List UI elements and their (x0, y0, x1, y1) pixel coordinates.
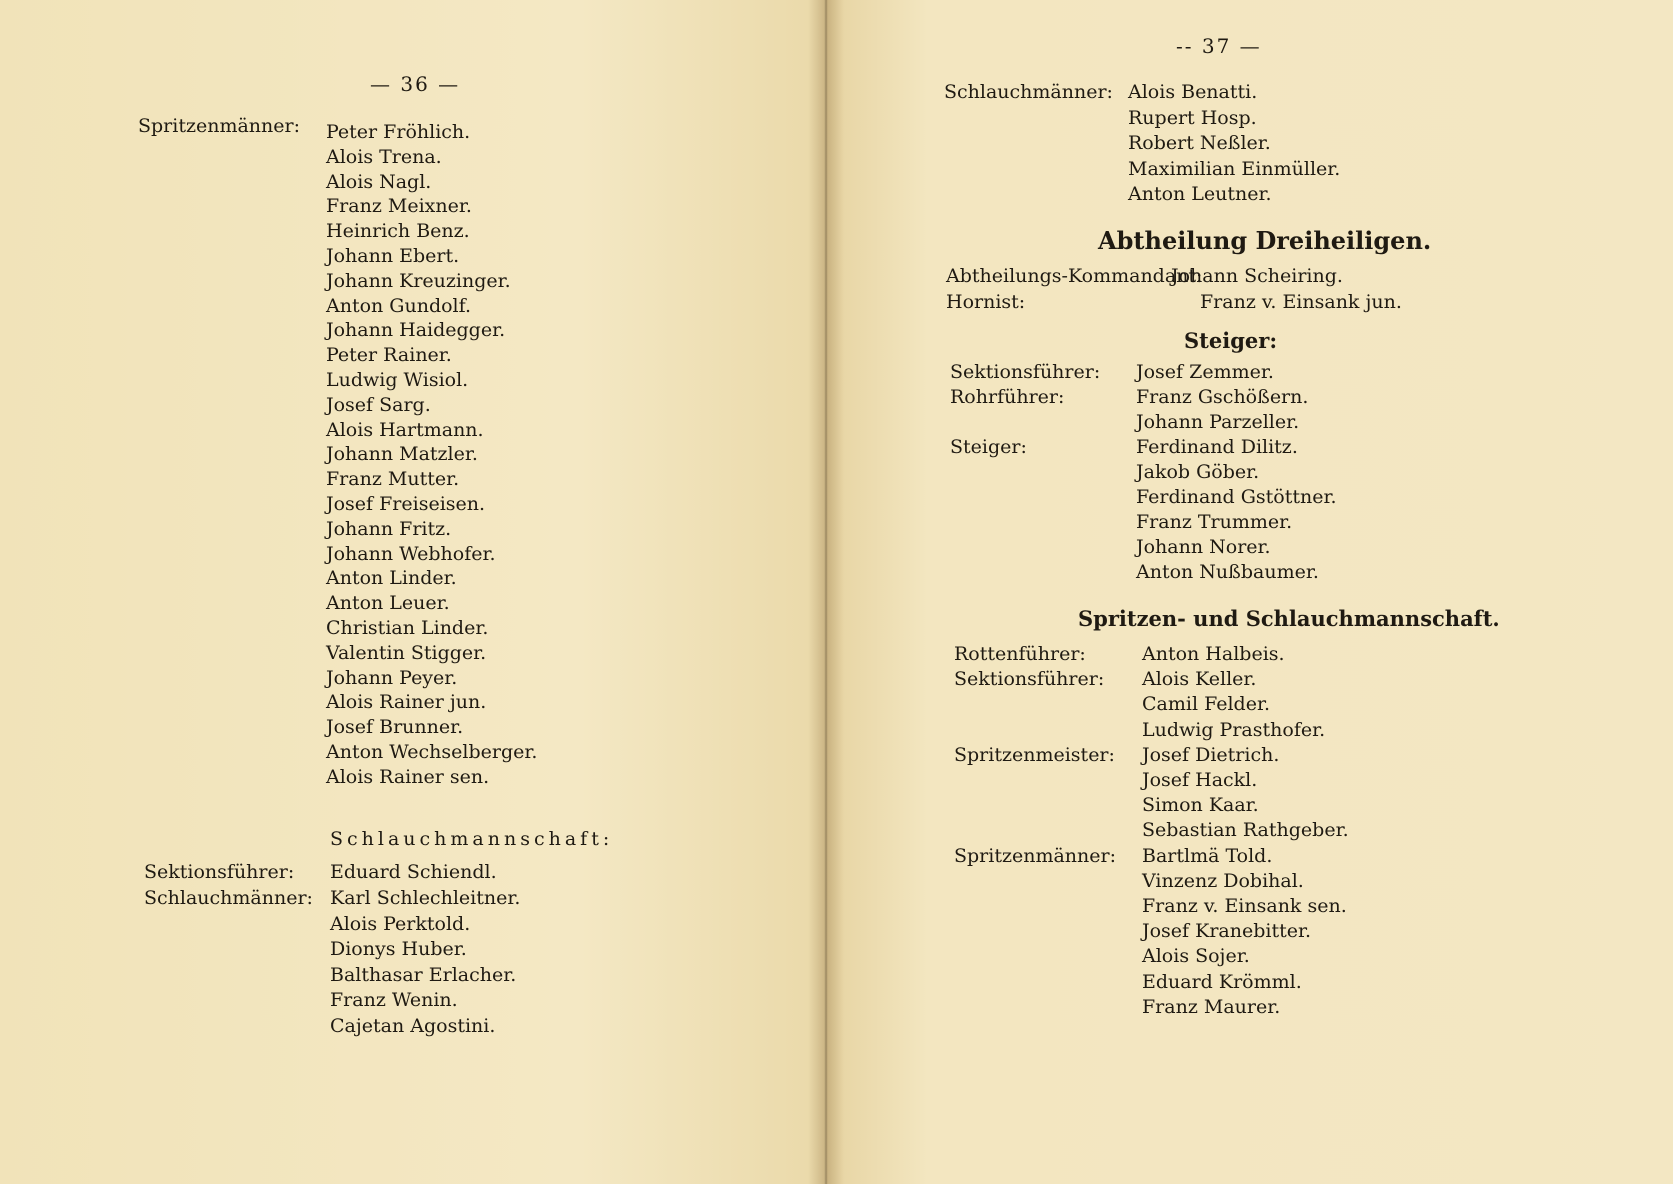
schlauchmaenner-label: Schlauchmänner: (144, 887, 313, 909)
steiger-heading: Steiger: (1184, 328, 1278, 353)
schlauchmaenner-label: Schlauchmänner: (944, 81, 1113, 103)
role-label: Spritzenmänner: (954, 844, 1117, 867)
list-item: Dionys Huber. (330, 938, 467, 960)
list-item: Ludwig Prasthofer. (1142, 718, 1326, 741)
hornist-name: Franz v. Einsank jun. (1200, 291, 1402, 313)
role-label: Sektionsführer: (950, 361, 1101, 383)
list-item: Ferdinand Gstöttner. (1136, 486, 1337, 508)
list-item: Johann Norer. (1136, 536, 1271, 558)
list-item: Johann Peyer. (326, 666, 458, 689)
list-item: Josef Zemmer. (1136, 361, 1274, 383)
list-item: Josef Freiseisen. (326, 493, 486, 515)
list-item: Ferdinand Dilitz. (1136, 436, 1298, 458)
list-item: Balthasar Erlacher. (330, 963, 517, 986)
list-item: Robert Neßler. (1128, 132, 1271, 154)
role-label: Spritzenmeister: (954, 743, 1115, 766)
list-item: Vinzenz Dobihal. (1142, 869, 1304, 892)
list-item: Sebastian Rathgeber. (1142, 819, 1349, 842)
book-gutter (808, 0, 844, 1184)
list-item: Jakob Göber. (1136, 461, 1260, 483)
list-item: Cajetan Agostini. (330, 1014, 496, 1037)
page-number: -- 37 — (1176, 34, 1262, 58)
list-item: Alois Trena. (326, 145, 442, 168)
list-item: Alois Rainer sen. (326, 765, 490, 788)
list-item: Alois Benatti. (1128, 81, 1258, 103)
list-item: Franz Maurer. (1142, 995, 1281, 1018)
list-item: Alois Keller. (1142, 668, 1257, 691)
kommandant-name: Johann Scheiring. (1171, 265, 1343, 287)
list-item: Maximilian Einmüller. (1128, 157, 1341, 180)
list-item: Heinrich Benz. (326, 220, 470, 243)
list-item: Josef Kranebitter. (1142, 920, 1311, 943)
role-label: Rottenführer: (954, 643, 1086, 665)
list-item: Anton Wechselberger. (326, 741, 538, 763)
list-item: Ludwig Wisiol. (326, 369, 469, 391)
list-item: Josef Brunner. (326, 716, 464, 739)
list-item: Franz Wenin. (330, 989, 458, 1011)
list-item: Alois Nagl. (326, 170, 432, 193)
list-item: Camil Felder. (1142, 693, 1270, 716)
list-item: Johann Matzler. (326, 443, 478, 466)
list-item: Johann Haidegger. (326, 319, 506, 342)
list-item: Anton Gundolf. (326, 294, 472, 317)
list-item: Anton Halbeis. (1142, 643, 1285, 665)
list-item: Christian Linder. (326, 617, 489, 639)
list-item: Johann Fritz. (326, 517, 452, 540)
list-item: Alois Perktold. (330, 912, 471, 935)
section-heading: Abtheilung Dreiheiligen. (1098, 226, 1432, 255)
list-item: Franz Mutter. (326, 468, 460, 491)
schlauchmannschaft-heading: Schlauchmannschaft: (330, 828, 614, 850)
list-item: Eduard Krömml. (1142, 970, 1302, 993)
kommandant-label: Abtheilungs-Kommandant: (946, 265, 1203, 287)
hornist-label: Hornist: (946, 291, 1026, 313)
role-label: Rohrführer: (950, 386, 1065, 408)
list-item: Josef Hackl. (1142, 769, 1258, 791)
list-item: Josef Sarg. (326, 393, 431, 416)
list-item: Peter Fröhlich. (326, 121, 471, 143)
list-item: Simon Kaar. (1142, 794, 1259, 817)
list-item: Johann Parzeller. (1136, 411, 1300, 433)
list-item: Anton Linder. (326, 567, 457, 590)
mannschaft-heading: Spritzen- und Schlauchmannschaft. (1078, 606, 1500, 631)
list-item: Karl Schlechleitner. (330, 887, 521, 909)
list-item: Alois Rainer jun. (326, 691, 487, 714)
list-item: Franz Gschößern. (1136, 386, 1309, 408)
list-item: Alois Hartmann. (326, 418, 484, 441)
list-item: Josef Dietrich. (1142, 743, 1280, 766)
list-item: Bartlmä Told. (1142, 844, 1273, 867)
list-item: Anton Leutner. (1128, 183, 1272, 205)
list-item: Valentin Stigger. (326, 641, 487, 664)
role-label: Steiger: (950, 436, 1027, 458)
list-item: Johann Ebert. (326, 245, 460, 267)
right-page (826, 0, 1673, 1184)
list-item: Rupert Hosp. (1128, 106, 1257, 129)
list-item: Franz v. Einsank sen. (1142, 895, 1347, 917)
spritzenmaenner-label: Spritzenmänner: (138, 115, 301, 137)
list-item: Johann Webhofer. (326, 542, 496, 565)
role-label: Sektionsführer: (954, 668, 1105, 691)
left-page (0, 0, 826, 1184)
list-item: Franz Trummer. (1136, 511, 1293, 533)
list-item: Peter Rainer. (326, 344, 452, 367)
sektionsfuehrer-label: Sektionsführer: (144, 861, 295, 883)
page-number: — 36 — (370, 72, 461, 96)
list-item: Anton Leuer. (326, 592, 450, 615)
list-item: Johann Kreuzinger. (326, 269, 511, 292)
list-item: Alois Sojer. (1142, 945, 1250, 968)
sektionsfuehrer-name: Eduard Schiendl. (330, 861, 497, 883)
list-item: Anton Nußbaumer. (1136, 561, 1319, 583)
list-item: Franz Meixner. (326, 195, 472, 218)
